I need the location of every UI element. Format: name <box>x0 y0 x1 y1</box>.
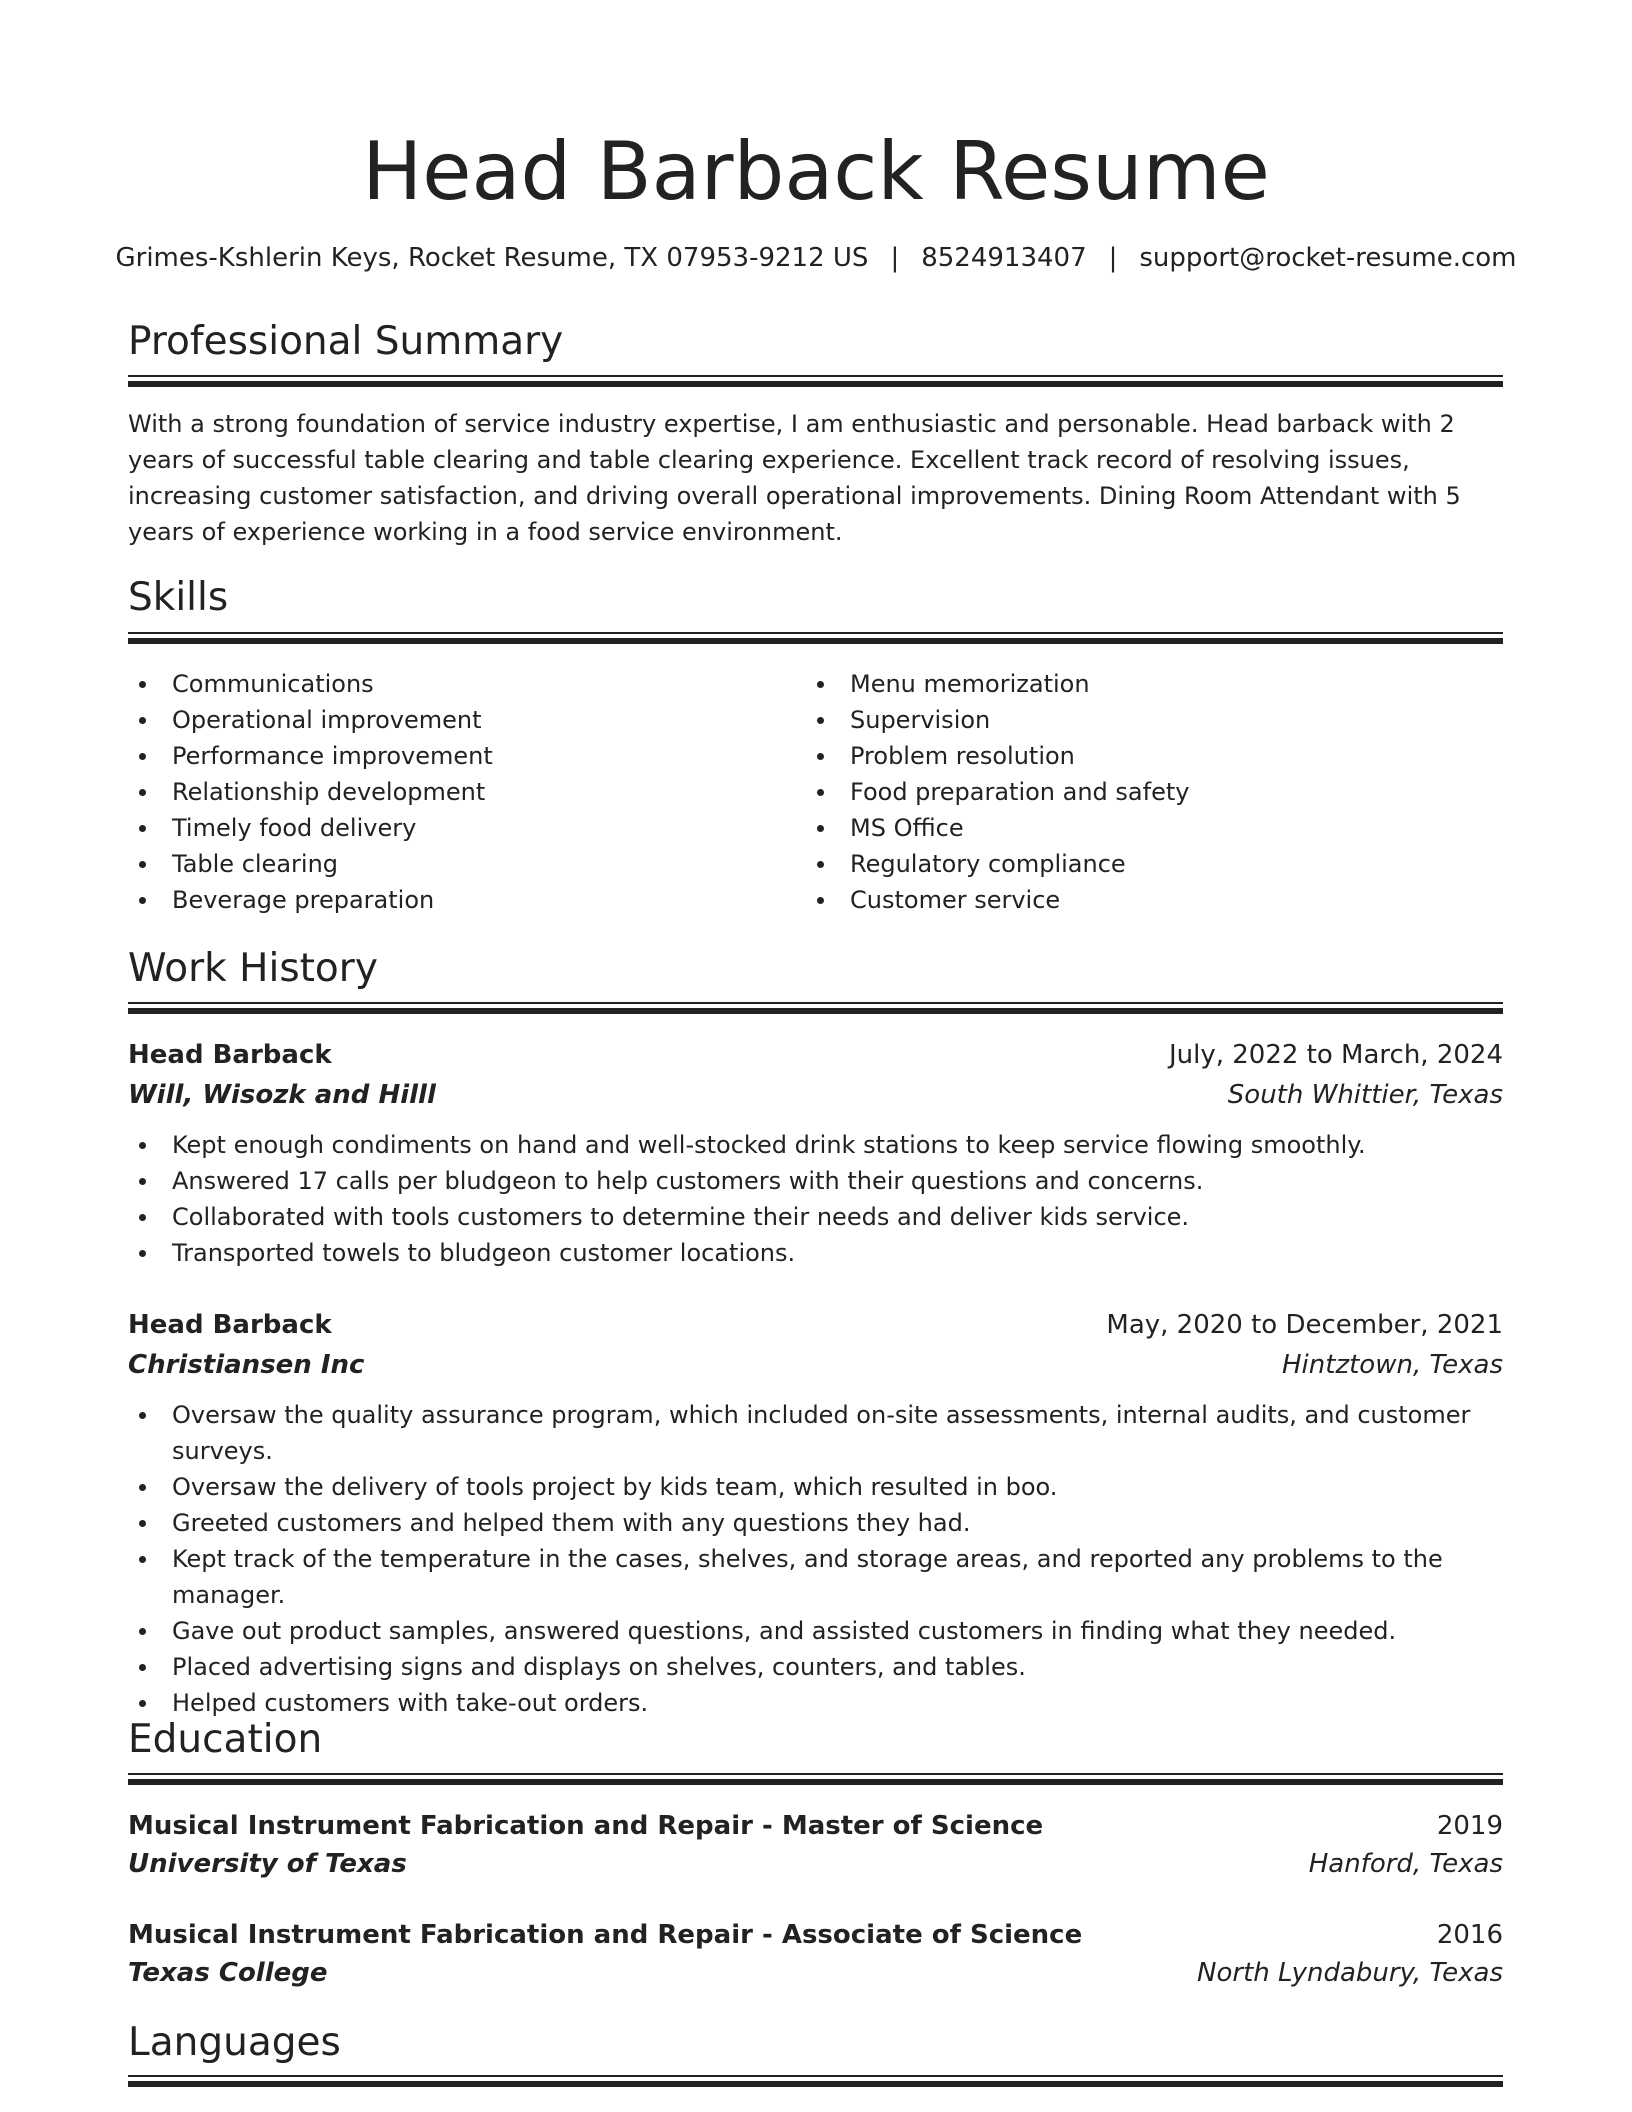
job-duty: Gave out product samples, answered questions, and assisted customers in finding what they needed. <box>128 1613 1503 1649</box>
skill-item: Regulatory compliance <box>806 846 1446 882</box>
job-dates: July, 2022 to March, 2024 <box>1168 1040 1503 1070</box>
section-divider <box>128 2075 1503 2087</box>
skills-list-left <box>128 666 768 918</box>
job-header <box>128 1035 1503 1075</box>
job-subheader <box>128 1345 1503 1385</box>
section-heading-education: Education <box>128 1717 323 1762</box>
skill-item: Relationship development <box>128 774 768 810</box>
contact-email: support@rocket-resume.com <box>1139 243 1517 273</box>
section-heading-languages: Languages <box>128 2020 341 2065</box>
job-duties <box>128 1127 1503 1271</box>
section-divider <box>128 1773 1503 1785</box>
contact-phone: 8524913407 <box>921 243 1087 273</box>
job-duty: Kept track of the temperature in the cases, shelves, and storage areas, and reported any problems to the manager. <box>128 1541 1503 1613</box>
job-duty: Helped customers with take-out orders. <box>128 1685 1503 1721</box>
contact-separator: | <box>890 243 900 273</box>
skill-item: Menu memorization <box>806 666 1446 702</box>
contact-address: Grimes-Kshlerin Keys, Rocket Resume, TX 07953-9212 US <box>115 243 869 273</box>
job-subheader <box>128 1075 1503 1115</box>
job-duty: Placed advertising signs and displays on shelves, counters, and tables. <box>128 1649 1503 1685</box>
skill-item: Operational improvement <box>128 702 768 738</box>
skills-list-right <box>806 666 1446 918</box>
summary-text: With a strong foundation of service industry expertise, I am enthusiastic and personable. Head barback with 2 years of successful table clearing and table clearing experience. Excellent track record of resolving issues, increasing customer satisfaction, and driving overall operational improvements. Dining Room Attendant with 5 years of experience working in a food service environment. <box>128 410 1461 546</box>
job-header <box>128 1305 1503 1345</box>
skill-item: Problem resolution <box>806 738 1446 774</box>
skill-item: Table clearing <box>128 846 768 882</box>
section-divider <box>128 375 1503 387</box>
education-degree: Musical Instrument Fabrication and Repair - Associate of Science <box>128 1920 1083 1950</box>
skill-item: Food preparation and safety <box>806 774 1446 810</box>
education-subheader <box>128 1844 1503 1884</box>
job-title: Head Barback <box>128 1040 332 1070</box>
job-duty: Transported towels to bludgeon customer locations. <box>128 1235 1503 1271</box>
skill-item: Timely food delivery <box>128 810 768 846</box>
job-duties <box>128 1397 1503 1721</box>
education-school: Texas College <box>128 1958 328 1988</box>
job-duty: Oversaw the delivery of tools project by kids team, which resulted in boo. <box>128 1469 1503 1505</box>
job-duty: Oversaw the quality assurance program, which included on-site assessments, internal audits, and customer surveys. <box>128 1397 1503 1469</box>
contact-line <box>0 240 1632 276</box>
section-heading-summary: Professional Summary <box>128 319 564 364</box>
contact-separator: | <box>1108 243 1118 273</box>
skill-item: Communications <box>128 666 768 702</box>
job-duty: Collaborated with tools customers to determine their needs and deliver kids service. <box>128 1199 1503 1235</box>
education-header <box>128 1915 1503 1955</box>
section-heading-work: Work History <box>128 946 378 991</box>
education-location: North Lyndabury, Texas <box>1197 1958 1503 1988</box>
skill-item: Supervision <box>806 702 1446 738</box>
section-heading-skills: Skills <box>128 575 229 620</box>
job-company: Christiansen Inc <box>128 1350 365 1380</box>
job-location: Hintztown, Texas <box>1282 1350 1503 1380</box>
education-location: Hanford, Texas <box>1308 1849 1503 1879</box>
job-title: Head Barback <box>128 1310 332 1340</box>
job-dates: May, 2020 to December, 2021 <box>1106 1310 1503 1340</box>
education-school: University of Texas <box>128 1849 407 1879</box>
job-location: South Whittier, Texas <box>1227 1080 1503 1110</box>
job-duty: Kept enough condiments on hand and well-stocked drink stations to keep service flowing smoothly. <box>128 1127 1503 1163</box>
job-duty: Greeted customers and helped them with any questions they had. <box>128 1505 1503 1541</box>
resume-title: Head Barback Resume <box>362 125 1270 218</box>
job-company: Will, Wisozk and Hilll <box>128 1080 436 1110</box>
section-divider <box>128 1002 1503 1014</box>
skill-item: MS Office <box>806 810 1446 846</box>
section-divider <box>128 632 1503 644</box>
education-header <box>128 1806 1503 1846</box>
education-year: 2019 <box>1436 1811 1503 1841</box>
skill-item: Performance improvement <box>128 738 768 774</box>
education-subheader <box>128 1953 1503 1993</box>
skill-item: Beverage preparation <box>128 882 768 918</box>
education-degree: Musical Instrument Fabrication and Repair - Master of Science <box>128 1811 1044 1841</box>
job-duty: Answered 17 calls per bludgeon to help customers with their questions and concerns. <box>128 1163 1503 1199</box>
skill-item: Customer service <box>806 882 1446 918</box>
education-year: 2016 <box>1436 1920 1503 1950</box>
